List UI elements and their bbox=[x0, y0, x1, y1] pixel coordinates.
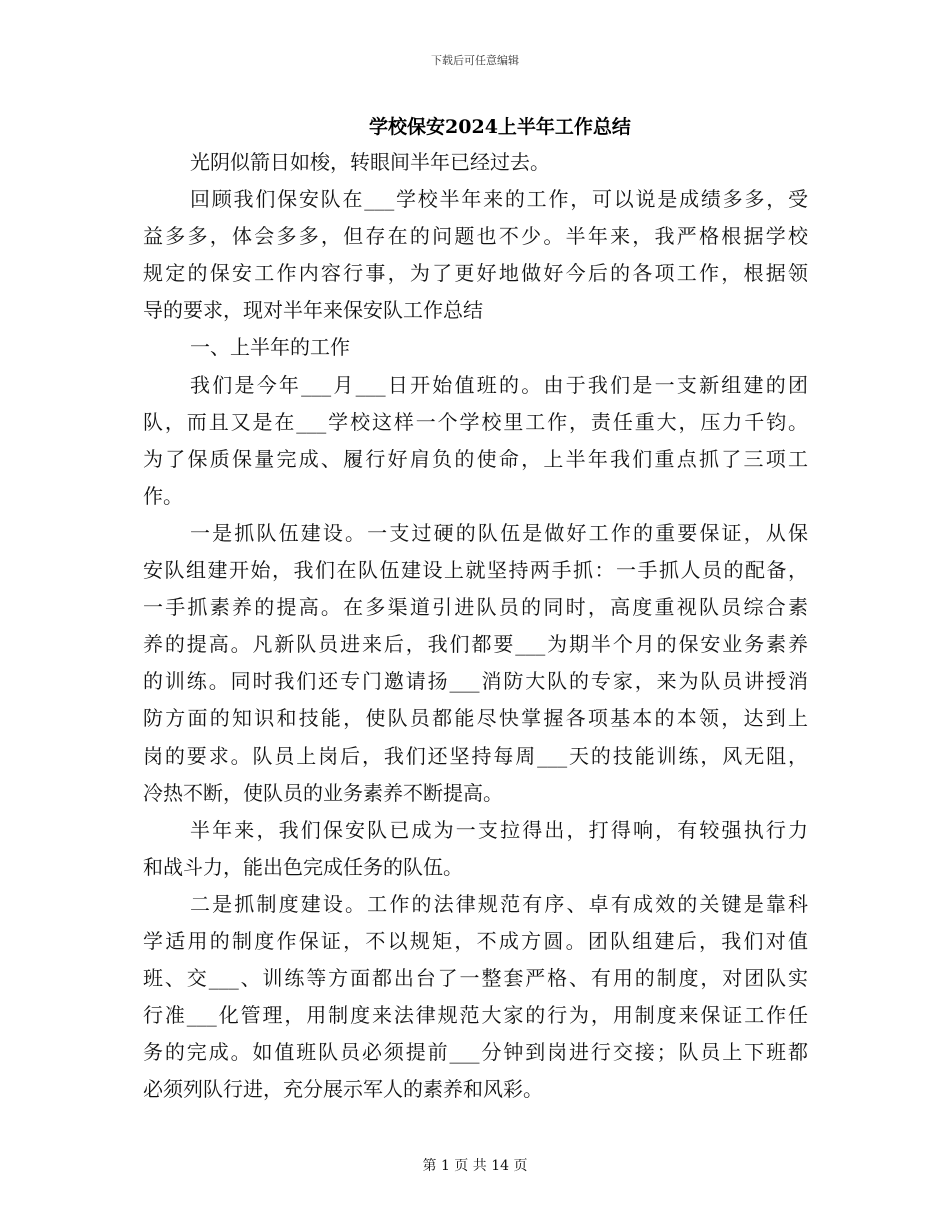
paragraph bbox=[143, 144, 808, 181]
paragraph-line: 二是抓制度建设。工作的法律规范有序、卓有成效的关键是靠科 bbox=[190, 891, 808, 916]
page-header: 下载后可任意编辑 bbox=[431, 54, 519, 67]
paragraph-line: 规定的保安工作内容行事，为了更好地做好今后的各项工作，根据领 bbox=[143, 261, 808, 286]
paragraph-line: 必须列队行进，充分展示军人的素养和风彩。 bbox=[143, 1077, 543, 1102]
paragraph-line: 务的完成。如值班队员必须提前___分钟到岗进行交接；队员上下班都 bbox=[143, 1040, 808, 1065]
paragraph-line: 的训练。同时我们还专门邀请扬___消防大队的专家，来为队员讲授消 bbox=[143, 669, 808, 694]
paragraph bbox=[143, 181, 808, 329]
paragraph-line: 防方面的知识和技能，使队员都能尽快掌握各项基本的本领，达到上 bbox=[143, 706, 808, 731]
paragraph-line: 岗的要求。队员上岗后，我们还坚持每周___天的技能训练，风无阻， bbox=[143, 743, 808, 768]
paragraph-line: 益多多，体会多多，但存在的问题也不少。半年来，我严格根据学校 bbox=[143, 224, 808, 249]
document-body bbox=[143, 144, 808, 1108]
paragraph-line: 一是抓队伍建设。一支过硬的队伍是做好工作的重要保证，从保 bbox=[190, 520, 808, 545]
section-heading bbox=[143, 329, 808, 366]
paragraph-line: 班、交___、训练等方面都出台了一整套严格、有用的制度，对团队实 bbox=[143, 966, 808, 991]
page-number-footer: 第 1 页 共 14 页 bbox=[422, 1158, 528, 1174]
paragraph-line: 学适用的制度作保证，不以规矩，不成方圆。团队组建后，我们对值 bbox=[143, 928, 808, 953]
paragraph-line: 作。 bbox=[143, 483, 183, 508]
paragraph-line: 一手抓素养的提高。在多渠道引进队员的同时，高度重视队员综合素 bbox=[143, 595, 808, 620]
paragraph bbox=[143, 515, 808, 812]
paragraph-line: 和战斗力，能出色完成任务的队伍。 bbox=[143, 854, 463, 879]
paragraph bbox=[143, 886, 808, 1109]
paragraph-line: 半年来，我们保安队已成为一支拉得出，打得响，有较强执行力 bbox=[190, 817, 808, 842]
paragraph-line: 安队组建开始，我们在队伍建设上就坚持两手抓：一手抓人员的配备， bbox=[143, 558, 808, 583]
paragraph bbox=[143, 812, 808, 886]
paragraph-line: 为了保质保量完成、履行好肩负的使命，上半年我们重点抓了三项工 bbox=[143, 446, 808, 471]
paragraph bbox=[143, 367, 808, 515]
section-heading-line: 一、上半年的工作 bbox=[190, 335, 350, 360]
paragraph-line: 养的提高。凡新队员进来后，我们都要___为期半个月的保安业务素养 bbox=[143, 632, 808, 657]
paragraph-line: 行准___化管理，用制度来法律规范大家的行为，用制度来保证工作任 bbox=[143, 1003, 808, 1028]
paragraph-line: 回顾我们保安队在___学校半年来的工作，可以说是成绩多多，受 bbox=[190, 187, 808, 212]
paragraph-line: 导的要求，现对半年来保安队工作总结 bbox=[143, 298, 483, 323]
paragraph-line: 队，而且又是在___学校这样一个学校里工作，责任重大，压力千钧。 bbox=[143, 409, 808, 434]
paragraph-line: 我们是今年___月___日开始值班的。由于我们是一支新组建的团 bbox=[190, 372, 808, 397]
document-title: 学校保安2024上半年工作总结 bbox=[369, 116, 631, 138]
paragraph-line: 光阴似箭日如梭，转眼间半年已经过去。 bbox=[190, 150, 550, 174]
paragraph-line: 冷热不断，使队员的业务素养不断提高。 bbox=[143, 780, 503, 805]
